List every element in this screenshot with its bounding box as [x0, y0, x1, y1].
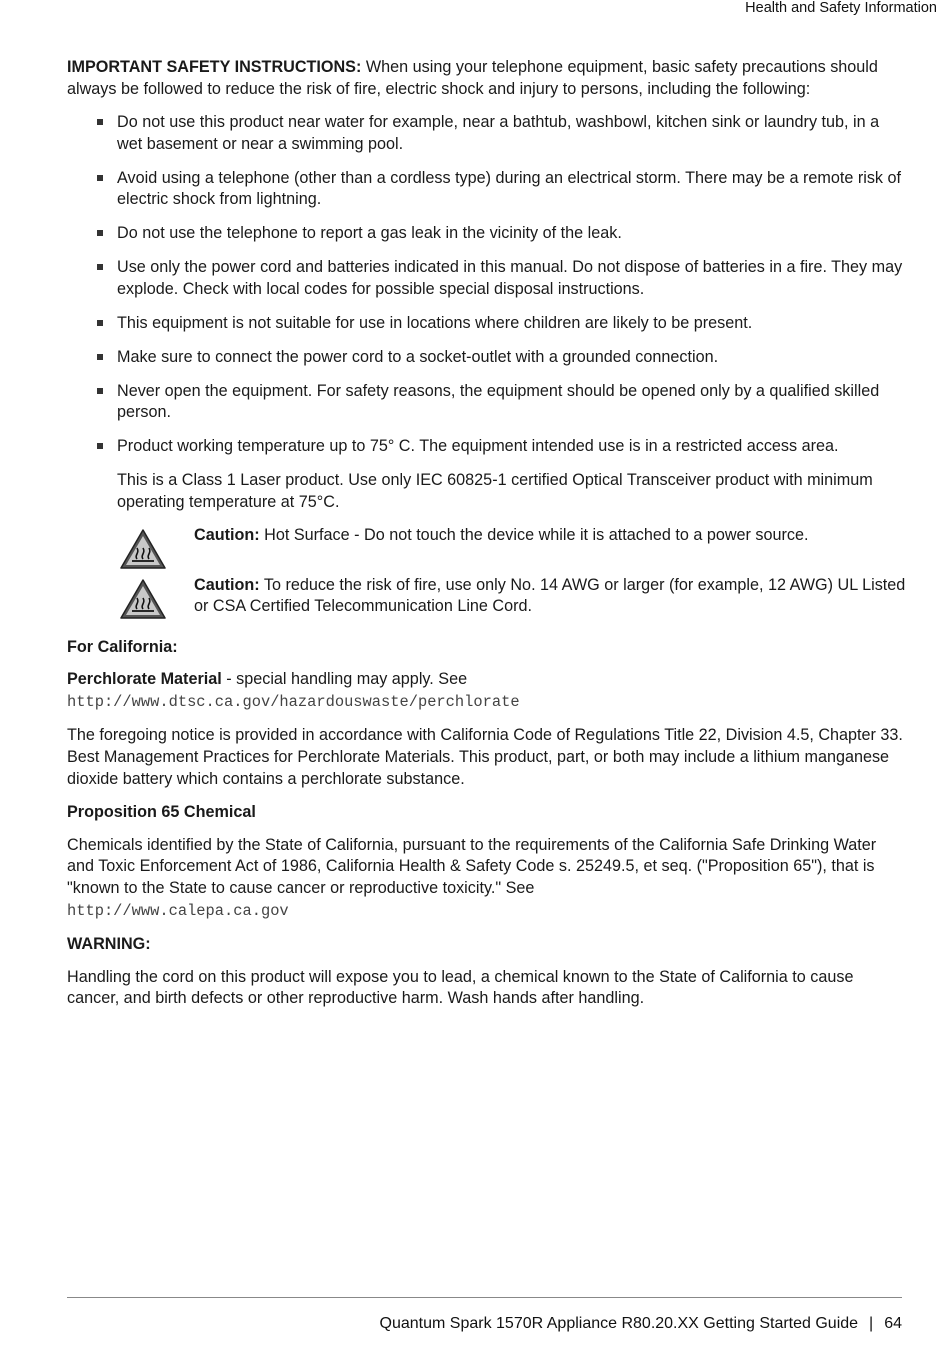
perchlorate-url: http://www.dtsc.ca.gov/hazardouswaste/perchlorate	[67, 692, 520, 711]
list-item: Make sure to connect the power cord to a socket-outlet with a grounded connection.	[117, 347, 907, 369]
square-bullet-icon	[97, 175, 103, 181]
page-number: 64	[884, 1315, 902, 1332]
california-heading: For California:	[67, 637, 178, 656]
page-footer	[380, 1314, 902, 1334]
caution-text: To reduce the risk of fire, use only No. 14 AWG or larger (for example, 12 AWG) UL Listed or CSA Certified Telecommunication Line Cord.	[194, 575, 906, 616]
prop65-heading: Proposition 65 Chemical	[67, 803, 256, 822]
warning-paragraph: Handling the cord on this product will expose you to lead, a chemical known to the State of California to cause cancer, and birth defects or other reproductive harm. Wash hands after handling.	[67, 967, 854, 1008]
intro-text: When using your telephone equipment, basic safety precautions should always be followed to reduce the risk of fire, electric shock and injury to persons, including the following:	[67, 58, 878, 98]
prop65-paragraph	[67, 835, 907, 922]
caution-hot-surface	[117, 525, 907, 571]
caution-label: Caution:	[194, 525, 260, 544]
california-notice: The foregoing notice is provided in accordance with California Code of Regulations Title 22, Division 4.5, Chapter 33. Best Management Practices for Perchlorate Materials. This product, part, or both may include a lithium manganese dioxide battery which contains a perchlorate substance.	[67, 726, 903, 788]
list-item: Use only the power cord and batteries indicated in this manual. Do not dispose of batteries in a fire. They may explode. Check with local codes for possible special disposal instructions.	[117, 257, 907, 300]
prop65-url: http://www.calepa.ca.gov	[67, 901, 289, 920]
list-item: Avoid using a telephone (other than a cordless type) during an electrical storm. There may be a remote risk of electric shock from lightning.	[117, 168, 907, 211]
guide-title: Quantum Spark 1570R Appliance R80.20.XX Getting Started Guide	[379, 1315, 859, 1332]
perchlorate-paragraph	[67, 669, 907, 713]
perchlorate-label: Perchlorate Material	[67, 670, 222, 689]
running-header: Health and Safety Information	[745, 0, 937, 16]
laser-note: This is a Class 1 Laser product. Use only IEC 60825-1 certified Optical Transceiver product with minimum operating temperature at 75°C.	[117, 471, 873, 512]
list-item: This equipment is not suitable for use in locations where children are likely to be present.	[117, 313, 907, 335]
square-bullet-icon	[97, 320, 103, 326]
hot-surface-warning-icon	[119, 578, 167, 620]
intro-paragraph	[67, 57, 907, 100]
footer-divider	[67, 1297, 902, 1298]
intro-label: IMPORTANT SAFETY INSTRUCTIONS:	[67, 58, 362, 76]
footer-separator: |	[869, 1315, 874, 1332]
perchlorate-text: - special handling may apply. See	[221, 670, 468, 689]
list-item: Product working temperature up to 75° C. The equipment intended use is in a restricted access area.	[117, 436, 907, 458]
caution-line-cord	[117, 575, 907, 621]
warning-heading: WARNING:	[67, 935, 151, 954]
page-content	[67, 57, 907, 1022]
list-item: Do not use this product near water for example, near a bathtub, washbowl, kitchen sink or laundry tub, in a wet basement or near a swimming pool.	[117, 112, 907, 155]
square-bullet-icon	[97, 354, 103, 360]
square-bullet-icon	[97, 119, 103, 125]
hot-surface-warning-icon	[119, 528, 167, 570]
square-bullet-icon	[97, 230, 103, 236]
square-bullet-icon	[97, 443, 103, 449]
list-item: Never open the equipment. For safety reasons, the equipment should be opened only by a qualified skilled person.	[117, 381, 907, 424]
prop65-text: Chemicals identified by the State of California, pursuant to the requirements of the California Safe Drinking Water and Toxic Enforcement Act of 1986, California Health & Safety Code s. 25249.5, et seq. ("Proposition 65"), that is "known to the State to cause cancer or reproductive toxicity." See	[67, 835, 877, 897]
list-item: Do not use the telephone to report a gas leak in the vicinity of the leak.	[117, 223, 907, 245]
safety-instruction-list	[67, 112, 907, 458]
caution-label: Caution:	[194, 575, 260, 594]
caution-text: Hot Surface - Do not touch the device while it is attached to a power source.	[259, 525, 809, 544]
square-bullet-icon	[97, 264, 103, 270]
square-bullet-icon	[97, 388, 103, 394]
